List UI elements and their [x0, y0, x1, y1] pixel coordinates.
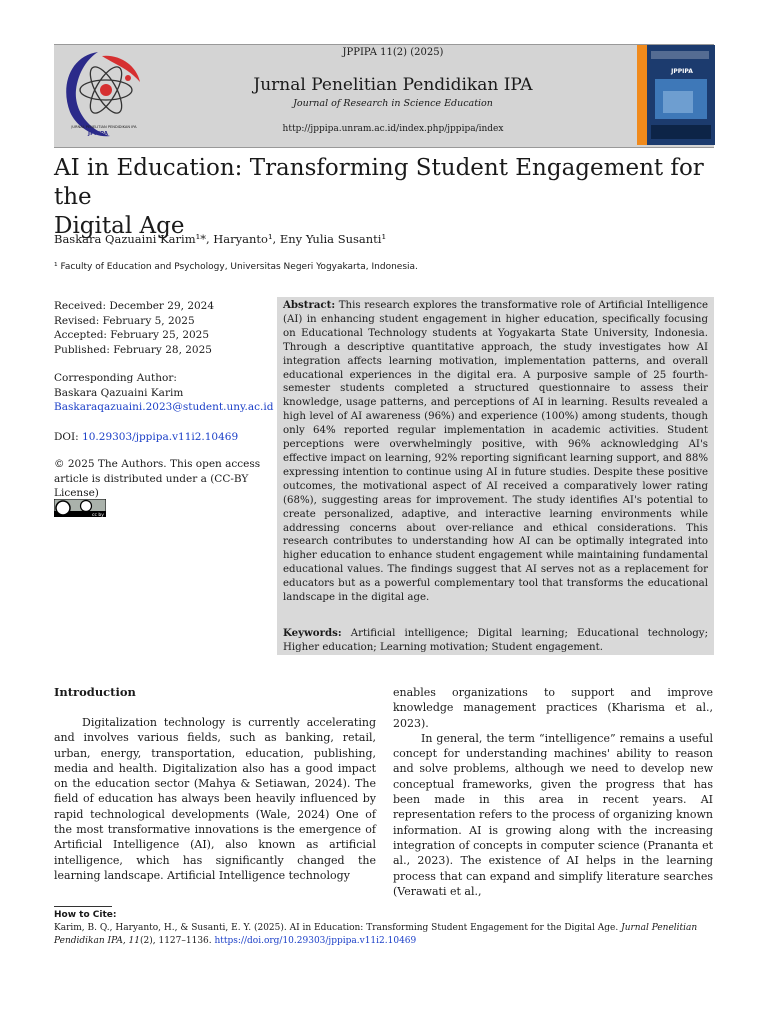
journal-issue: JPPIPA 11(2) (2025) — [342, 47, 444, 58]
journal-url-link[interactable]: http://jppipa.unram.ac.id/index.php/jppipa/index — [282, 124, 504, 134]
doi — [54, 430, 279, 445]
abstract — [283, 299, 708, 605]
author-list: Baskara Qazuaini Karim¹*, Haryanto¹, Eny Yulia Susanti¹ — [54, 232, 387, 246]
citation — [54, 922, 714, 948]
published-date: Published: February 28, 2025 — [54, 343, 212, 356]
paper-title-line-1: AI in Education: Transforming Student Engagement for the — [54, 155, 704, 210]
keywords-text: Artificial intelligence; Digital learning; Educational technology; Higher education; Learning motivation; Student engagement. — [283, 628, 708, 653]
received-date: Received: December 29, 2024 — [54, 300, 215, 312]
revised-date: Revised: February 5, 2025 — [54, 314, 195, 327]
logo-caption: JURNAL PENELITIAN PENDIDIKAN IPA — [71, 125, 137, 129]
license-line-2: article is distributed under a (CC-BY — [54, 472, 249, 485]
corr-name: Baskara Qazuaini Karim — [54, 386, 184, 399]
accepted-date: Accepted: February 25, 2025 — [54, 329, 210, 341]
cc-badge-text: cc by — [92, 513, 104, 517]
doi-label: DOI: — [54, 431, 83, 443]
doi-link[interactable]: 10.29303/jppipa.v11i2.10469 — [82, 431, 239, 443]
license-line-3: License) — [54, 487, 99, 499]
journal-subtitle: Journal of Research in Science Education — [293, 98, 493, 109]
keywords — [283, 627, 708, 655]
abstract-label: Abstract: — [283, 299, 336, 311]
journal-cover-thumbnail — [637, 45, 715, 145]
license-note — [54, 457, 279, 501]
journal-name: Jurnal Penelitian Pendidikan IPA — [253, 75, 533, 95]
paragraph: Digitalization technology is currently accelerating and involves various fields, such as banking, retail, urban, energy, transportation, education, publishing, media and health. Digitalization also has a good impact on the education sector (Mahya & Setiawan, 2024). The field of education has always been heavily influenced by rapid technological developments (Wale, 2024) One of the most transformative innovations is the emergence of Artificial Intelligence (AI), also known as artificial intelligence, which has significantly changed the learning landscape. Artificial Intelligence technology — [54, 716, 376, 882]
logo-abbr: JPPIPA — [88, 131, 108, 137]
license-line-1: © 2025 The Authors. This open access — [54, 458, 261, 470]
paper-title — [54, 154, 724, 241]
how-to-cite-label: How to Cite: — [54, 910, 117, 920]
affiliation: ¹ Faculty of Education and Psychology, Universitas Negeri Yogyakarta, Indonesia. — [54, 262, 418, 272]
paper-title-line-2: Digital Age — [54, 213, 185, 239]
corr-label: Corresponding Author: — [54, 372, 177, 384]
footnote-rule — [54, 906, 112, 907]
corresponding-author — [54, 371, 279, 415]
cover-label: JPPIPA — [671, 68, 693, 75]
keywords-label: Keywords: — [283, 627, 342, 639]
section-heading-introduction: Introduction — [54, 685, 136, 699]
citation-pages: (2), 1127–1136. — [140, 936, 215, 946]
paragraph: enables organizations to support and improve knowledge management practices (Kharisma et al., 2023). — [393, 686, 713, 730]
citation-journal: Jurnal Penelitian Pendidikan IPA, 11 — [54, 923, 698, 946]
article-dates — [54, 299, 279, 357]
corr-email-link[interactable]: Baskaraqazuaini.2023@student.uny.ac.id — [54, 401, 274, 413]
body-left-column — [54, 715, 376, 883]
paragraph: In general, the term “intelligence” remains a useful concept for understanding machines' ability to reason and solve problems, although we need to develop new conceptual frameworks, given the progress that has been made in this area in recent years. AI representation refers to the process of organizing known information. AI is growing along with the increasing integration of concepts in computer science (Prananta et al., 2023). The existence of AI helps in the learning process that can expand and simplify literature searches (Verawati et al., — [393, 731, 713, 898]
citation-doi-link[interactable]: https://doi.org/10.29303/jppipa.v11i2.10469 — [214, 936, 417, 946]
body-right-column — [393, 685, 713, 899]
cc-by-license-badge[interactable] — [54, 499, 106, 517]
citation-main: Karim, B. Q., Haryanto, H., & Susanti, E. Y. (2025). AI in Education: Transforming Student Engagement for the Digital Age. — [54, 923, 622, 933]
abstract-text: This research explores the transformative role of Artificial Intelligence (AI) in enhancing student engagement in higher education, specifically focusing on Educational Technology students at Yogyakarta State University, Indonesia. Through a descriptive quantitative approach, the study investigates how AI integration affects learning motivation, implementation patterns, and overall educational experiences in the digital era. A purposive sample of 25 fourth-semester students completed a structured questionnaire to assess their knowledge, usage patterns, and perceptions of AI in learning. Results revealed a high level of AI awareness (96%) and experience (100%) among students, though only 64% reported regular implementation in academic activities. Student perceptions were overwhelmingly positive, with 96% acknowledging AI's effective impact on learning, 92% reporting significant learning support, and 88% expressing intention to continue using AI in future studies. Despite these positive outcomes, the motivational aspect of AI received a comparatively lower rating (68%), suggesting areas for improvement. The study identifies AI's potential to create personalized, adaptive, and interactive learning environments while addressing concerns about over-reliance and ethical considerations. This research contributes to understanding how AI can be optimally integrated into higher education to enhance student engagement while maintaining fundamental educational values. The findings suggest that AI serves not as a replacement for educators but as a powerful complementary tool that transforms the educational landscape in the digital age. — [283, 300, 708, 604]
journal-logo — [58, 46, 148, 142]
